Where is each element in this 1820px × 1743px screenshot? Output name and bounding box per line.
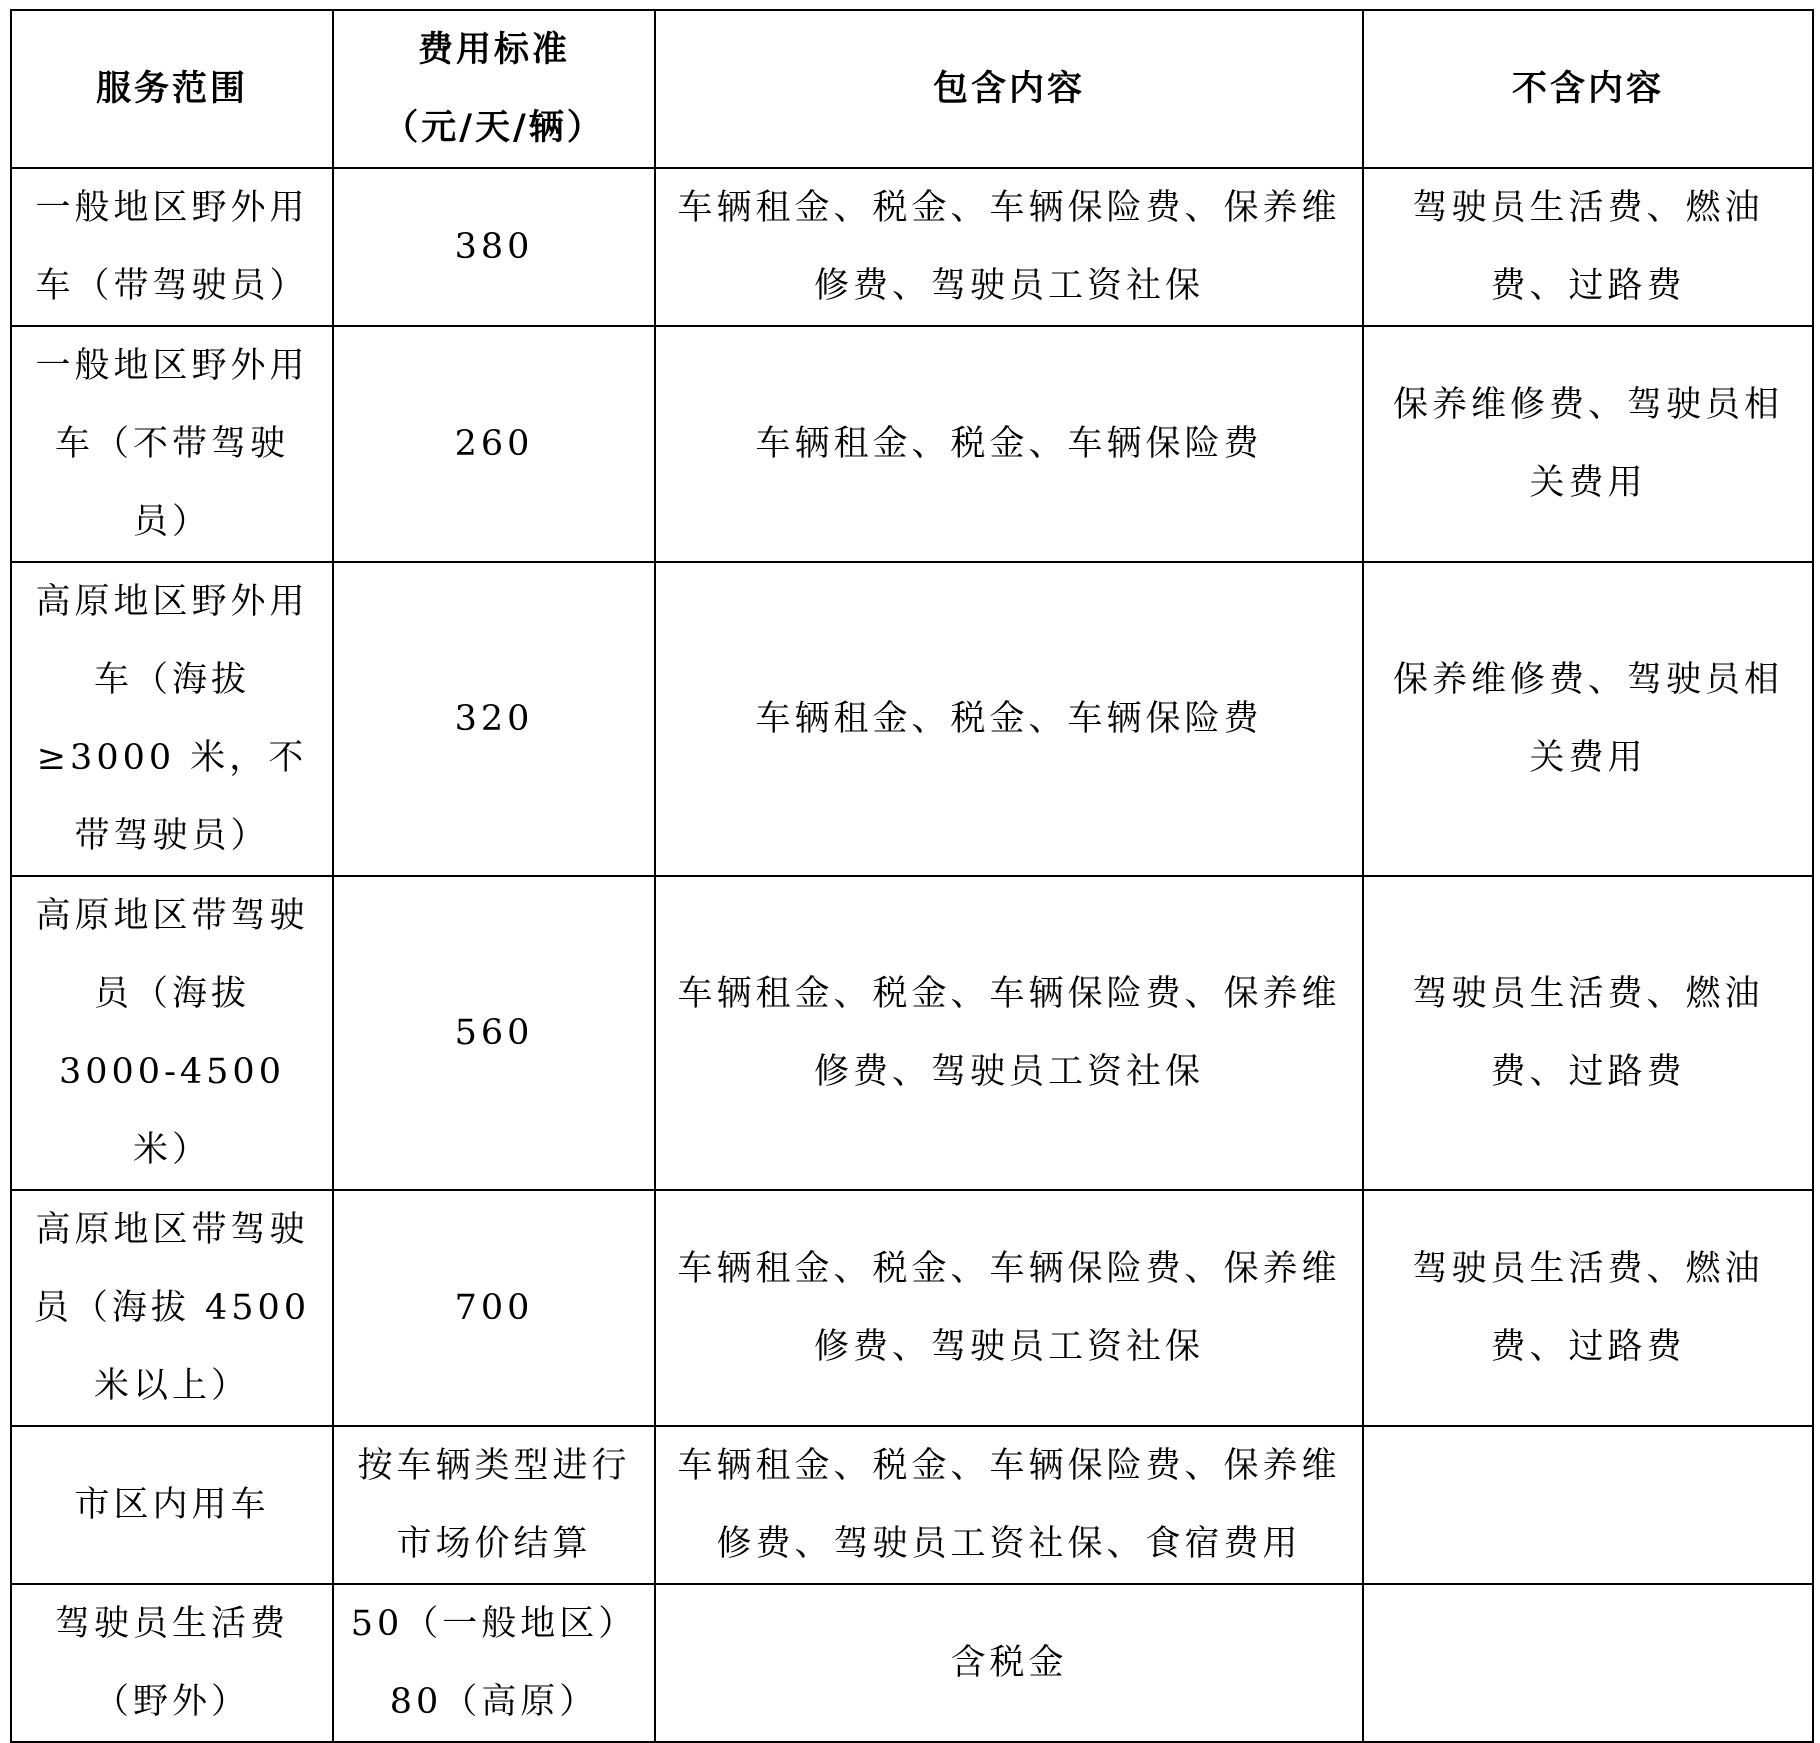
table-row	[11, 876, 1813, 1190]
table-row	[11, 562, 1813, 876]
cell-fee-line1: 50（一般地区）	[350, 1604, 638, 1644]
table-row	[11, 1190, 1813, 1426]
cell-fee: 380	[333, 168, 655, 326]
table-row	[11, 168, 1813, 326]
cell-included: 车辆租金、税金、车辆保险费、保养维修费、驾驶员工资社保	[655, 876, 1363, 1190]
header-included: 包含内容	[655, 10, 1363, 168]
table-row	[11, 326, 1813, 562]
cell-fee	[333, 1584, 655, 1742]
cell-scope: 高原地区带驾驶员（海拔 4500 米以上）	[11, 1190, 333, 1426]
cell-excluded: 保养维修费、驾驶员相关费用	[1363, 326, 1813, 562]
header-scope: 服务范围	[11, 10, 333, 168]
cell-included: 车辆租金、税金、车辆保险费、保养维修费、驾驶员工资社保	[655, 1190, 1363, 1426]
cell-scope: 高原地区带驾驶员（海拔 3000-4500 米）	[11, 876, 333, 1190]
header-fee-line2: （元/天/辆）	[383, 107, 605, 148]
cell-excluded	[1363, 1426, 1813, 1584]
cell-scope: 一般地区野外用车（不带驾驶员）	[11, 326, 333, 562]
cell-scope: 驾驶员生活费（野外）	[11, 1584, 333, 1742]
header-fee-line1: 费用标准	[417, 29, 570, 70]
header-excluded: 不含内容	[1363, 10, 1813, 168]
table-row	[11, 1426, 1813, 1584]
cell-excluded	[1363, 1584, 1813, 1742]
cell-fee: 320	[333, 562, 655, 876]
cell-scope: 市区内用车	[11, 1426, 333, 1584]
cell-excluded: 驾驶员生活费、燃油费、过路费	[1363, 168, 1813, 326]
pricing-table	[10, 9, 1814, 1743]
cell-included: 车辆租金、税金、车辆保险费、保养维修费、驾驶员工资社保	[655, 168, 1363, 326]
cell-fee: 260	[333, 326, 655, 562]
cell-fee-line2: 80（高原）	[389, 1682, 599, 1722]
cell-included: 车辆租金、税金、车辆保险费、保养维修费、驾驶员工资社保、食宿费用	[655, 1426, 1363, 1584]
cell-scope: 一般地区野外用车（带驾驶员）	[11, 168, 333, 326]
cell-excluded: 驾驶员生活费、燃油费、过路费	[1363, 876, 1813, 1190]
header-row	[11, 10, 1813, 168]
header-fee	[333, 10, 655, 168]
cell-fee: 按车辆类型进行市场价结算	[333, 1426, 655, 1584]
cell-excluded: 驾驶员生活费、燃油费、过路费	[1363, 1190, 1813, 1426]
cell-included: 车辆租金、税金、车辆保险费	[655, 326, 1363, 562]
cell-fee: 700	[333, 1190, 655, 1426]
cell-excluded: 保养维修费、驾驶员相关费用	[1363, 562, 1813, 876]
cell-included: 含税金	[655, 1584, 1363, 1742]
cell-fee: 560	[333, 876, 655, 1190]
cell-included: 车辆租金、税金、车辆保险费	[655, 562, 1363, 876]
cell-scope: 高原地区野外用车（海拔≥3000 米，不带驾驶员）	[11, 562, 333, 876]
table-row	[11, 1584, 1813, 1742]
